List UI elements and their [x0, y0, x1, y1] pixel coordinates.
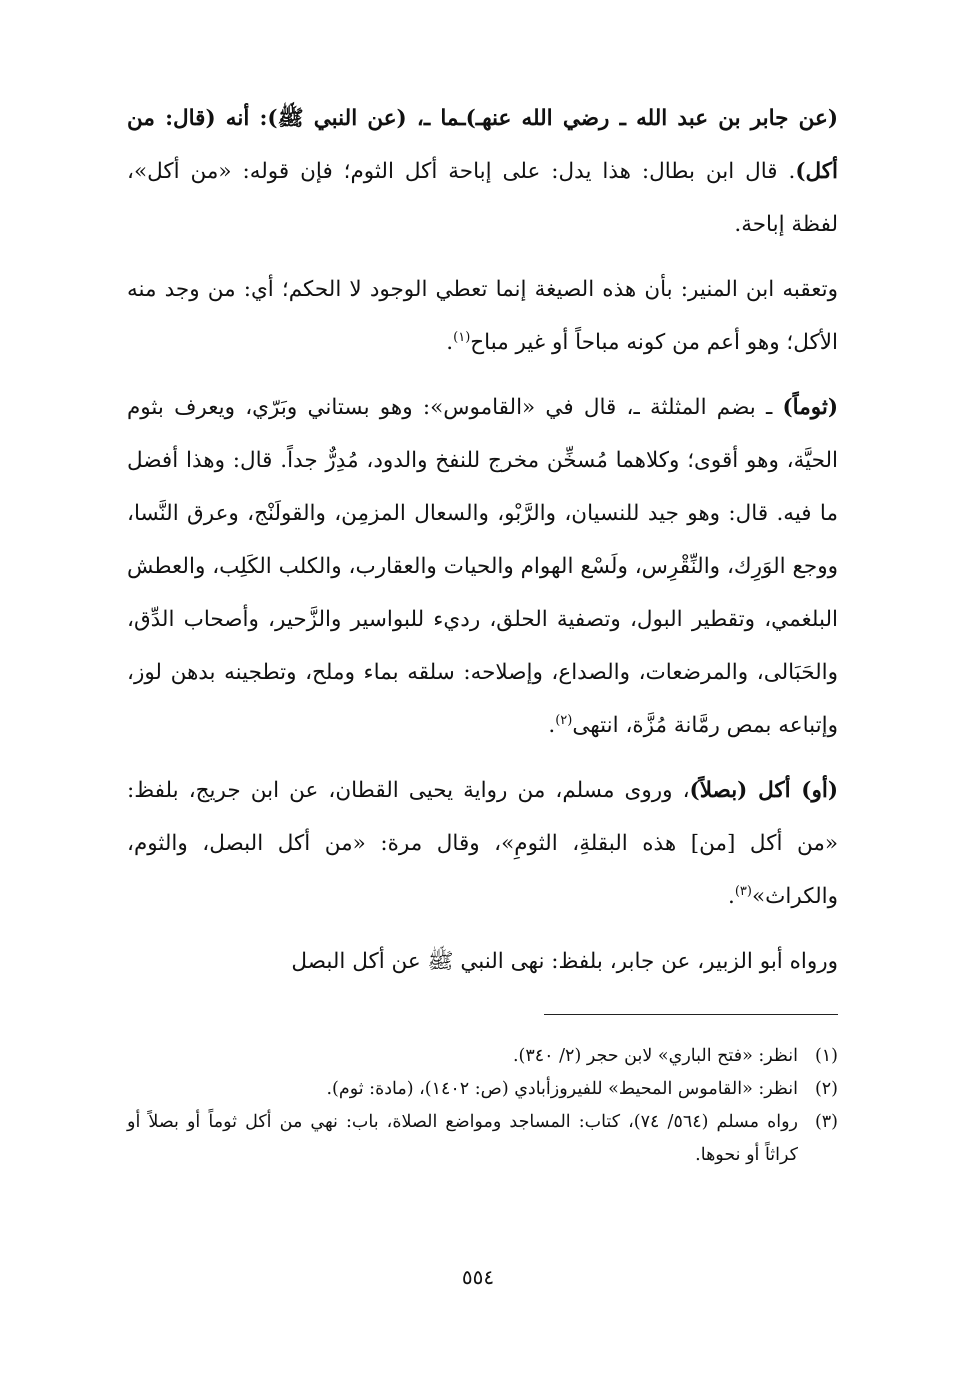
- footnote-ref: (١): [453, 329, 471, 345]
- bold-text: (أو) أكل (بصلاً): [689, 778, 838, 803]
- paragraph-3: [127, 381, 838, 752]
- body-text: .: [548, 713, 556, 738]
- body-text: ، وروى مسلم، من رواية يحيى القطان، عن ابن جريج، بلفظ: «من أكل [من] هذه البقلةِ، الثومِ»، وقال مرة: «من أكل البصل، والثوم، والكراث»: [127, 778, 838, 909]
- footnote-separator: [544, 1014, 838, 1015]
- footnote-1: [127, 1040, 838, 1073]
- paragraph-5: [127, 935, 838, 988]
- footnote-number: (٢): [814, 1079, 838, 1099]
- body-text: . قال ابن بطال: هذا يدل: على إباحة أكل الثوم؛ فإن قوله: «من أكل»، لفظة إباحة.: [127, 159, 838, 237]
- footnote-number: (١): [814, 1046, 838, 1066]
- footnote-ref: (٢): [555, 712, 573, 728]
- bold-text: (ثوماً): [782, 395, 838, 420]
- body-text: ورواه أبو الزبير، عن جابر، بلفظ: نهى النبي ﷺ عن أكل البصل: [291, 949, 838, 974]
- paragraph-4: [127, 764, 838, 923]
- footnotes: [127, 1040, 838, 1172]
- bold-text: (عن جابر بن عبد الله ـ رضي الله عنهـ)ـما ـ، (عن النبي ﷺ): أنه (قال: من أكل): [127, 106, 838, 184]
- footnote-text: انظر: «فتح الباري» لابن حجر (٢/ ٣٤٠).: [512, 1046, 798, 1066]
- body-text: .: [446, 330, 454, 355]
- body-text: وتعقبه ابن المنير: بأن هذه الصيغة إنما تعطي الوجود لا الحكم؛ أي: من وجد منه الأكل؛ وهو أعم من كونه مباحاً أو غير مباح: [127, 277, 838, 355]
- footnote-2: [127, 1073, 838, 1106]
- body-text: ـ بضم المثلثة ـ، قال في «القاموس»: وهو بستاني وبَرّي، ويعرف بثوم الحيَّة، وهو أقوى؛ وكلاهما مُسخِّن مخرج للنفخ والدود، مُدِرٌّ جداً. قال: وهذا أفضل ما فيه. قال: وهو جيد للنسيان، والرَّبْو، والسعال المزمِن، والقولَنْج، وعرق النَّسا، ووجع الوَرِك، والنِّقْرِس، ولَسْع الهوام والحيات والعقارب، والكلب الكَلِب، والعطش البلغمي، وتقطير البول، وتصفية الحلق، رديء للبواسير والزَّحير، وأصحاب الدِّق، والحَبَالى، والمرضعات، والصداع، وإصلاحه: سلقه بماء وملح، وتطجينه بدهن لوز، وإتباعه بمص رمَّانة مُزَّة، انتهى: [127, 395, 838, 738]
- footnote-text: رواه مسلم (٥٦٤/ ٧٤)، كتاب: المساجد ومواضع الصلاة، باب: نهي من أكل ثوماً أو بصلاً أو كراثاً أو نحوها.: [127, 1112, 799, 1165]
- main-text: [127, 92, 838, 1000]
- footnote-3: [127, 1106, 838, 1172]
- body-text: .: [728, 884, 735, 909]
- page-number: ٥٥٤: [461, 1265, 495, 1289]
- paragraph-1: [127, 92, 838, 251]
- paragraph-2: [127, 263, 838, 369]
- footnote-text: انظر: «القاموس المحيط» للفيروزأبادي (ص: ١٤٠٢)، (مادة: ثوم).: [326, 1079, 798, 1099]
- footnote-ref: (٣): [734, 883, 752, 899]
- footnote-number: (٣): [814, 1112, 838, 1132]
